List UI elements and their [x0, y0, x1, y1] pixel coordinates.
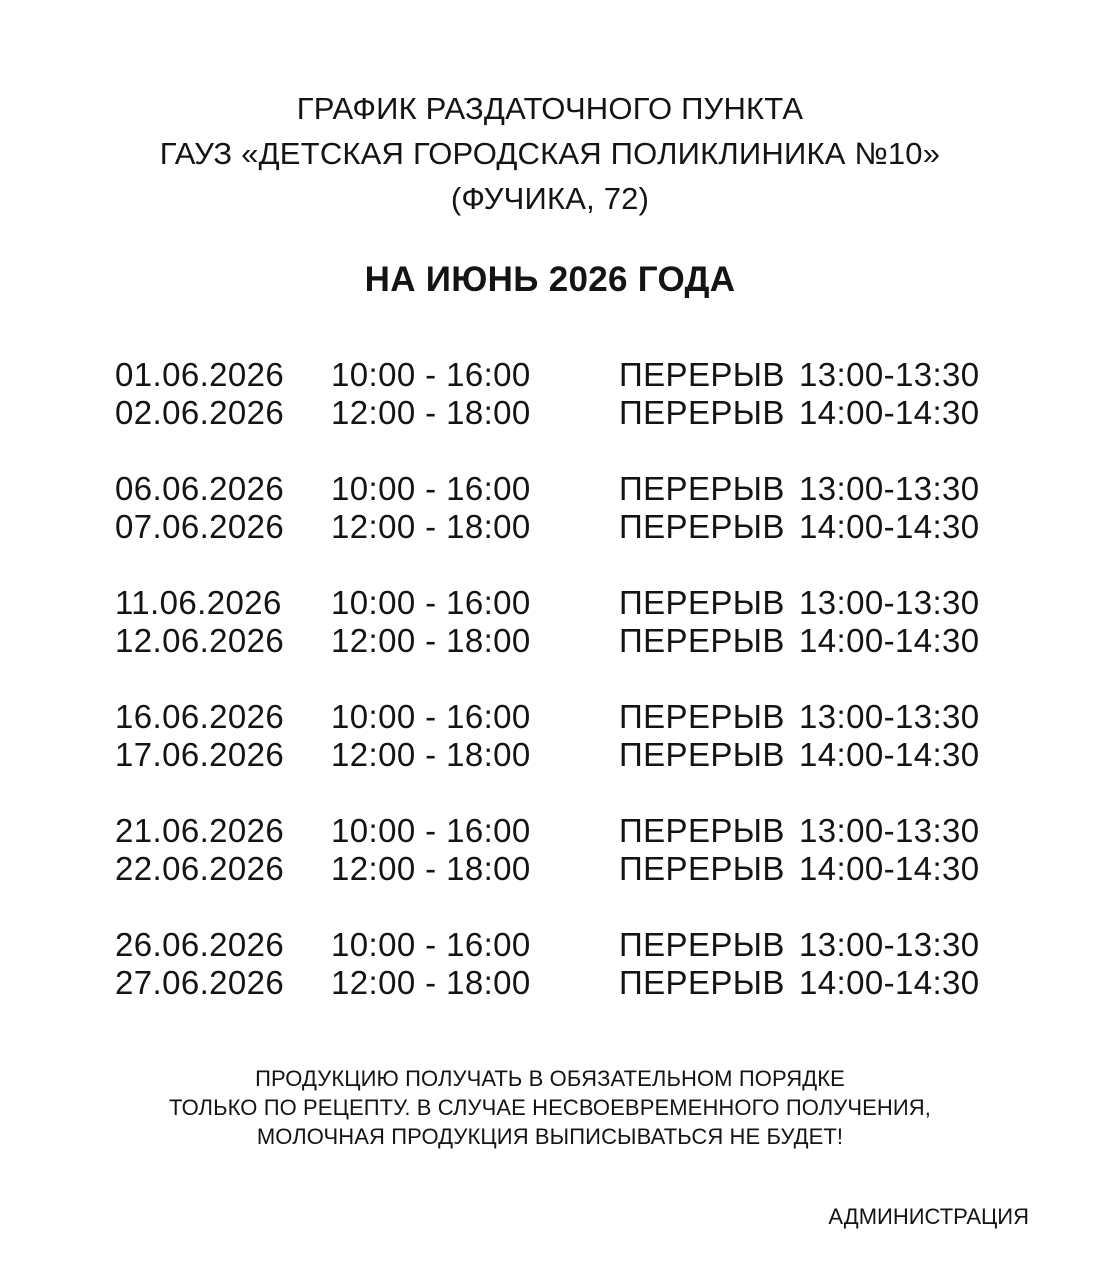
row-break-time: 14:00-14:30	[799, 622, 980, 659]
row-break-label: ПЕРЕРЫВ	[619, 698, 785, 735]
row-date: 06.06.2026	[115, 470, 285, 507]
row-break-label: ПЕРЕРЫВ	[619, 508, 785, 545]
row-break-label: ПЕРЕРЫВ	[619, 926, 785, 963]
row-hours: 10:00 - 16:00	[331, 698, 531, 735]
row-date: 02.06.2026	[115, 394, 285, 431]
row-break-label: ПЕРЕРЫВ	[619, 584, 785, 621]
row-break-label: ПЕРЕРЫВ	[619, 964, 785, 1001]
schedule-row	[0, 468, 1100, 506]
notice-line: ТОЛЬКО ПО РЕЦЕПТУ. В СЛУЧАЕ НЕСВОЕВРЕМЕННОГО ПОЛУЧЕНИЯ,	[169, 1095, 931, 1120]
notice-line: МОЛОЧНАЯ ПРОДУКЦИЯ ВЫПИСЫВАТЬСЯ НЕ БУДЕТ!	[256, 1124, 844, 1149]
row-break-time: 13:00-13:30	[799, 812, 980, 849]
row-hours: 10:00 - 16:00	[331, 470, 531, 507]
row-date: 01.06.2026	[115, 356, 285, 393]
schedule-group	[0, 354, 1100, 430]
row-break-time: 14:00-14:30	[799, 850, 980, 887]
row-date: 26.06.2026	[115, 926, 285, 963]
document-header	[0, 86, 1100, 221]
row-break-label: ПЕРЕРЫВ	[619, 736, 785, 773]
schedule-row	[0, 924, 1100, 962]
row-hours: 12:00 - 18:00	[331, 964, 531, 1001]
schedule-group	[0, 468, 1100, 544]
schedule-row	[0, 506, 1100, 544]
row-break-label: ПЕРЕРЫВ	[619, 622, 785, 659]
schedule-row	[0, 582, 1100, 620]
row-break-label: ПЕРЕРЫВ	[619, 356, 785, 393]
row-break-time: 13:00-13:30	[799, 584, 980, 621]
row-break-label: ПЕРЕРЫВ	[619, 394, 785, 431]
schedule-row	[0, 620, 1100, 658]
row-hours: 12:00 - 18:00	[331, 850, 531, 887]
header-organization: ГАУЗ «ДЕТСКАЯ ГОРОДСКАЯ ПОЛИКЛИНИКА №10»	[159, 136, 941, 171]
schedule-group	[0, 582, 1100, 658]
schedule-row	[0, 734, 1100, 772]
row-date: 21.06.2026	[115, 812, 285, 849]
row-break-time: 14:00-14:30	[799, 508, 980, 545]
schedule-row	[0, 810, 1100, 848]
row-hours: 12:00 - 18:00	[331, 508, 531, 545]
schedule-row	[0, 696, 1100, 734]
header-address: (ФУЧИКА, 72)	[450, 181, 650, 216]
row-hours: 10:00 - 16:00	[331, 584, 531, 621]
schedule-row	[0, 962, 1100, 1000]
row-date: 07.06.2026	[115, 508, 285, 545]
schedule-group	[0, 696, 1100, 772]
schedule-row	[0, 848, 1100, 886]
month-title: НА ИЮНЬ 2026 ГОДА	[364, 260, 736, 299]
row-break-label: ПЕРЕРЫВ	[619, 812, 785, 849]
header-title: ГРАФИК РАЗДАТОЧНОГО ПУНКТА	[296, 91, 804, 126]
schedule-row	[0, 392, 1100, 430]
row-hours: 12:00 - 18:00	[331, 622, 531, 659]
row-break-label: ПЕРЕРЫВ	[619, 470, 785, 507]
row-break-time: 13:00-13:30	[799, 356, 980, 393]
row-break-time: 14:00-14:30	[799, 394, 980, 431]
row-break-time: 14:00-14:30	[799, 736, 980, 773]
row-hours: 12:00 - 18:00	[331, 394, 531, 431]
row-break-time: 13:00-13:30	[799, 698, 980, 735]
schedule-table	[0, 354, 1100, 1038]
row-hours: 10:00 - 16:00	[331, 812, 531, 849]
row-break-time: 13:00-13:30	[799, 926, 980, 963]
notice-text	[0, 1064, 1100, 1151]
row-break-time: 13:00-13:30	[799, 470, 980, 507]
row-break-label: ПЕРЕРЫВ	[619, 850, 785, 887]
row-date: 27.06.2026	[115, 964, 285, 1001]
row-hours: 12:00 - 18:00	[331, 736, 531, 773]
schedule-row	[0, 354, 1100, 392]
row-date: 12.06.2026	[115, 622, 285, 659]
row-break-time: 14:00-14:30	[799, 964, 980, 1001]
row-date: 11.06.2026	[115, 584, 282, 621]
row-hours: 10:00 - 16:00	[331, 356, 531, 393]
row-date: 22.06.2026	[115, 850, 285, 887]
row-date: 17.06.2026	[115, 736, 285, 773]
row-hours: 10:00 - 16:00	[331, 926, 531, 963]
signature: АДМИНИСТРАЦИЯ	[828, 1204, 1029, 1229]
schedule-group	[0, 924, 1100, 1000]
row-date: 16.06.2026	[115, 698, 285, 735]
notice-line: ПРОДУКЦИЮ ПОЛУЧАТЬ В ОБЯЗАТЕЛЬНОМ ПОРЯДКЕ	[255, 1066, 845, 1091]
schedule-group	[0, 810, 1100, 886]
